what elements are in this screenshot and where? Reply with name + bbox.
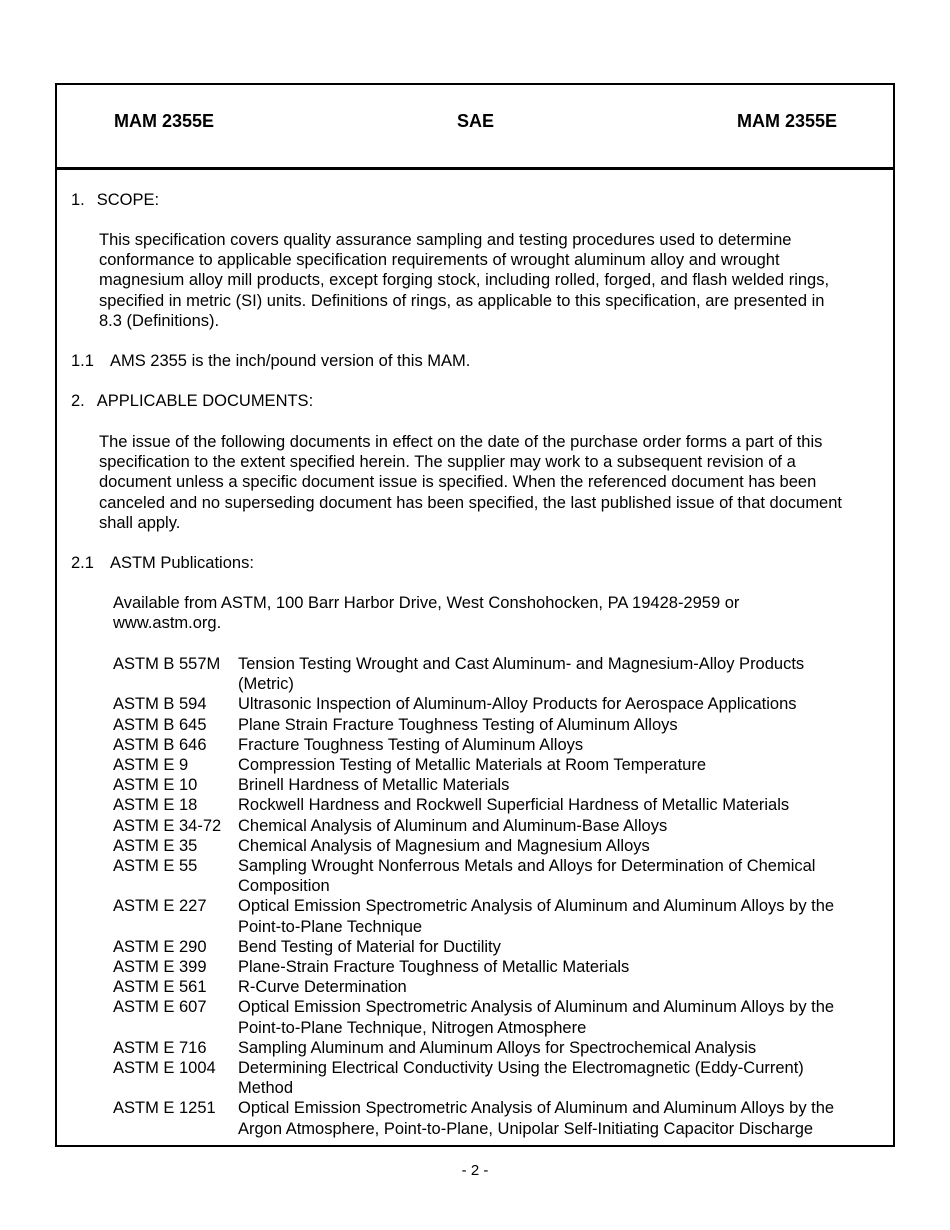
reference-title: Ultrasonic Inspection of Aluminum-Alloy Products for Aerospace Applications <box>238 695 797 714</box>
section-1-body <box>99 230 829 331</box>
reference-title: Plane Strain Fracture Toughness Testing of Aluminum Alloys <box>238 715 678 734</box>
paragraph-line: conformance to applicable specification requirements of wrought aluminum alloy and wrought <box>99 251 780 270</box>
reference-code: ASTM E 34-72 <box>113 816 222 835</box>
reference-row <box>113 735 834 755</box>
section-number: 2. <box>71 392 85 410</box>
reference-row <box>113 977 834 997</box>
reference-row <box>113 937 834 957</box>
reference-row <box>113 856 834 896</box>
section-2-heading <box>71 391 313 411</box>
reference-code: ASTM E 607 <box>113 998 207 1017</box>
paragraph-line: 8.3 (Definitions). <box>99 311 220 330</box>
reference-title: Plane-Strain Fracture Toughness of Metallic Materials <box>238 958 630 977</box>
page-header <box>57 85 893 170</box>
reference-code: ASTM E 399 <box>113 958 207 977</box>
reference-code: ASTM E 290 <box>113 937 207 956</box>
reference-code: ASTM E 55 <box>113 857 198 876</box>
reference-title: Optical Emission Spectrometric Analysis of Aluminum and Aluminum Alloys by the Point-to-Plane Technique, Nitrogen Atmosphere <box>238 998 835 1037</box>
reference-row <box>113 1058 834 1098</box>
reference-row <box>113 1098 834 1138</box>
section-1-1 <box>71 351 470 371</box>
reference-row <box>113 836 834 856</box>
reference-code: ASTM E 18 <box>113 796 198 815</box>
section-title: APPLICABLE DOCUMENTS: <box>96 392 314 410</box>
reference-code: ASTM E 9 <box>113 756 189 775</box>
reference-title: Optical Emission Spectrometric Analysis of Aluminum and Aluminum Alloys by the Argon Atmosphere, Point-to-Plane, Unipolar Self-Initiating Capacitor Discharge <box>238 1099 835 1138</box>
paragraph-line: The issue of the following documents in effect on the date of the purchase order forms a part of this <box>99 433 823 451</box>
reference-row <box>113 1038 834 1058</box>
paragraph-line: www.astm.org. <box>113 614 222 633</box>
reference-row <box>113 957 834 977</box>
page-frame <box>55 83 895 1147</box>
section-2-body <box>99 432 842 533</box>
reference-title: Bend Testing of Material for Ductility <box>238 937 501 956</box>
header-doc-number-right: MAM 2355E <box>737 111 838 131</box>
reference-title: Compression Testing of Metallic Materials at Room Temperature <box>238 756 707 775</box>
reference-title: Tension Testing Wrought and Cast Aluminum- and Magnesium-Alloy Products (Metric) <box>238 655 805 694</box>
paragraph-line: specified in metric (SI) units. Definitions of rings, as applicable to this specification, are presented in <box>99 291 825 310</box>
page-number: - 2 - <box>461 1162 489 1179</box>
reference-code: ASTM E 227 <box>113 897 207 916</box>
paragraph-line: This specification covers quality assurance sampling and testing procedures used to determine <box>99 231 792 249</box>
reference-title: Brinell Hardness of Metallic Materials <box>238 776 510 795</box>
header-org: SAE <box>457 111 495 131</box>
reference-list <box>113 654 834 1139</box>
reference-title: Fracture Toughness Testing of Aluminum Alloys <box>238 735 584 754</box>
paragraph-line: Available from ASTM, 100 Barr Harbor Drive, West Conshohocken, PA 19428-2959 or <box>113 594 740 612</box>
header-doc-number-left: MAM 2355E <box>114 111 215 131</box>
section-number: 1. <box>71 191 85 209</box>
reference-code: ASTM B 646 <box>113 735 207 754</box>
section-number: 2.1 <box>71 554 94 572</box>
section-2-1-heading <box>71 553 254 573</box>
reference-title: Chemical Analysis of Magnesium and Magnesium Alloys <box>238 836 650 855</box>
paragraph-line: shall apply. <box>99 513 181 532</box>
paragraph-line: specification to the extent specified herein. The supplier may work to a subsequent revision of a <box>99 453 796 472</box>
paragraph-line: canceled and no superseding document has been specified, the last published issue of that document <box>99 493 842 512</box>
reference-title: Sampling Aluminum and Aluminum Alloys for Spectrochemical Analysis <box>238 1038 757 1057</box>
reference-title: Sampling Wrought Nonferrous Metals and Alloys for Determination of Chemical Composition <box>238 857 816 896</box>
section-1-heading <box>71 190 159 210</box>
section-text: AMS 2355 is the inch/pound version of this MAM. <box>109 352 471 370</box>
reference-code: ASTM B 557M <box>113 655 221 673</box>
reference-title: Determining Electrical Conductivity Using the Electromagnetic (Eddy-Current) Method <box>238 1059 804 1098</box>
reference-code: ASTM E 10 <box>113 776 198 795</box>
reference-code: ASTM E 1251 <box>113 1099 216 1118</box>
reference-code: ASTM E 716 <box>113 1038 207 1057</box>
paragraph-line: magnesium alloy mill products, except forging stock, including rolled, forged, and flash welded rings, <box>99 271 830 290</box>
reference-title: Rockwell Hardness and Rockwell Superficial Hardness of Metallic Materials <box>238 796 790 815</box>
reference-row <box>113 816 834 836</box>
astm-availability <box>113 593 739 633</box>
reference-row <box>113 715 834 735</box>
reference-title: R-Curve Determination <box>238 978 407 997</box>
paragraph-line: document unless a specific document issue is specified. When the referenced document has been <box>99 473 817 492</box>
section-title: SCOPE: <box>96 191 160 209</box>
reference-title: Optical Emission Spectrometric Analysis of Aluminum and Aluminum Alloys by the Point-to-Plane Technique <box>238 897 835 936</box>
reference-title: Chemical Analysis of Aluminum and Aluminum-Base Alloys <box>238 816 668 835</box>
reference-code: ASTM E 1004 <box>113 1059 216 1078</box>
section-number: 1.1 <box>71 352 94 370</box>
reference-code: ASTM E 561 <box>113 978 207 997</box>
reference-row <box>113 654 834 694</box>
reference-row <box>113 694 834 714</box>
reference-row <box>113 795 834 815</box>
reference-code: ASTM E 35 <box>113 836 198 855</box>
reference-row <box>113 775 834 795</box>
reference-code: ASTM B 594 <box>113 695 207 714</box>
reference-row <box>113 997 834 1037</box>
section-title: ASTM Publications: <box>109 554 254 572</box>
reference-row <box>113 896 834 936</box>
reference-row <box>113 755 834 775</box>
reference-code: ASTM B 645 <box>113 715 207 734</box>
